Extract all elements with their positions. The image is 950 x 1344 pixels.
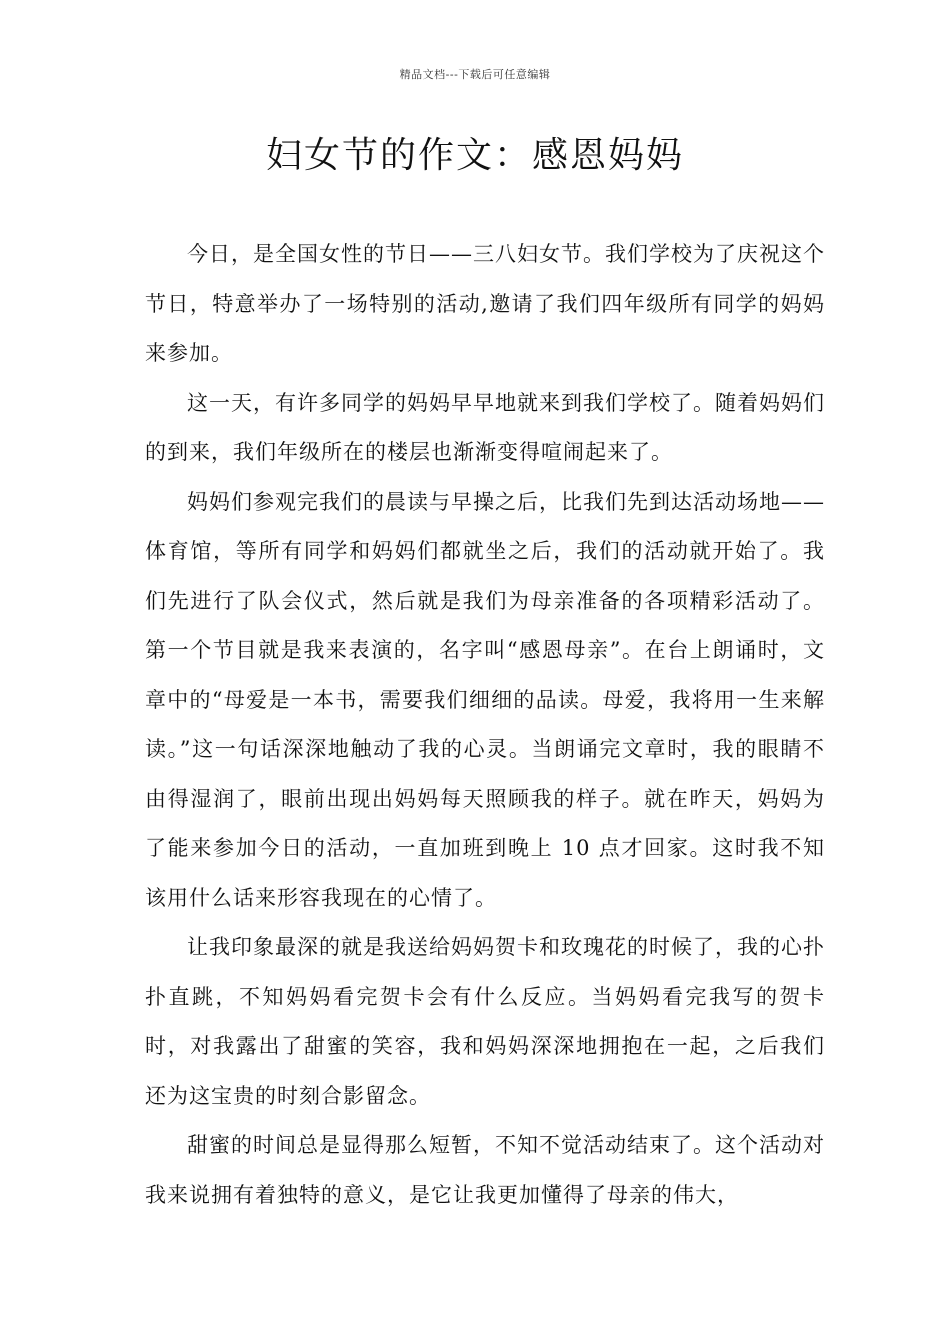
paragraph: 甜蜜的时间总是显得那么短暂，不知不觉活动结束了。这个活动对我来说拥有着独特的意义，是它让我更加懂得了母亲的伟大， xyxy=(145,1133,825,1207)
paragraph: 今日，是全国女性的节日——三八妇女节。我们学校为了庆祝这个节日，特意举办了一场特别的活动,邀请了我们四年级所有同学的妈妈来参加。 xyxy=(145,242,825,365)
paragraph: 让我印象最深的就是我送给妈妈贺卡和玫瑰花的时候了，我的心扑扑直跳，不知妈妈看完贺卡会有什么反应。当妈妈看完我写的贺卡时，对我露出了甜蜜的笑容，我和妈妈深深地拥抱在一起，之后我们还为这宝贵的时刻合影留念。 xyxy=(145,935,825,1108)
paragraph: 妈妈们参观完我们的晨读与早操之后，比我们先到达活动场地——体育馆，等所有同学和妈妈们都就坐之后，我们的活动就开始了。我们先进行了队会仪式，然后就是我们为母亲准备的各项精彩活动了。第一个节目就是我来表演的，名字叫“感恩母亲”。在台上朗诵时，文章中的“母爱是一本书，需要我们细细的品读。母爱，我将用一生来解读。”这一句话深深地触动了我的心灵。当朗诵完文章时，我的眼睛不由得湿润了，眼前出现出妈妈每天照顾我的样子。就在昨天，妈妈为了能来参加今日的活动，一直加班到晚上 10 点才回家。这时我不知该用什么话来形容我现在的心情了。 xyxy=(145,489,825,910)
paragraph: 这一天，有许多同学的妈妈早早地就来到我们学校了。随着妈妈们的到来，我们年级所在的楼层也渐渐变得喧闹起来了。 xyxy=(145,390,825,464)
page-title: 妇女节的作文：感恩妈妈 xyxy=(265,135,684,176)
essay-body xyxy=(145,230,825,1220)
header-note: 精品文档---下载后可任意编辑 xyxy=(399,68,551,81)
